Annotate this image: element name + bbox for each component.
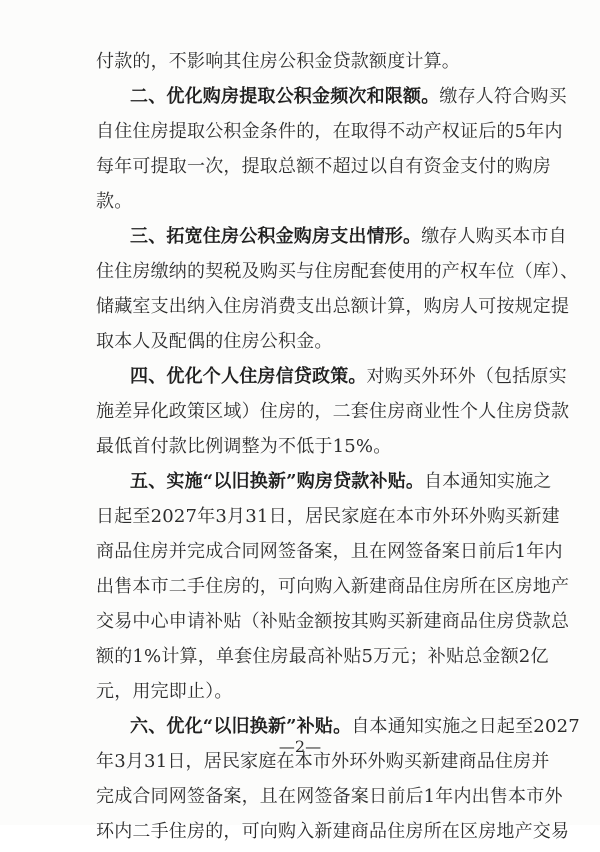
body-text: 储藏室支出纳入住房消费支出总额计算，购房人可按规定提 <box>96 296 570 317</box>
body-text: 环内二手住房的，可向购入新建商品住房所在区房地产交易 <box>96 821 570 842</box>
body-text: 自本通知实施之日起至2027 <box>351 716 580 737</box>
body-text: 商品住房并完成合同网签备案，且在网签备案日前后1年内 <box>96 541 563 562</box>
body-text: 款。 <box>96 191 133 212</box>
text-line <box>96 637 549 677</box>
text-line <box>96 182 506 222</box>
body-text: 取本人及配偶的住房公积金。 <box>96 331 333 352</box>
body-text: 自住住房提取公积金条件的，在取得不动产权证后的5年内 <box>96 121 563 142</box>
text-line <box>96 252 579 292</box>
text-line <box>130 357 567 397</box>
body-text: 付款的，不影响其住房公积金贷款额度计算。 <box>96 51 460 72</box>
body-text: 出售本市二手住房的，可向购入新建商品住房所在区房地产 <box>96 576 570 597</box>
text-line <box>96 112 563 152</box>
bold-heading-text: 六、优化“以旧换新”补贴。 <box>130 716 352 737</box>
text-line <box>130 462 552 502</box>
text-line <box>96 147 551 187</box>
bold-heading-text: 四、优化个人住房信贷政策。 <box>130 366 367 387</box>
page-number: —2— <box>278 737 322 756</box>
bold-heading-text: 二、优化购房提取公积金频次和限额。 <box>130 86 440 107</box>
text-line <box>96 777 563 817</box>
text-line <box>96 497 560 537</box>
body-text: 住住房缴纳的契税及购买与住房配套使用的产权车位（库）、 <box>96 261 579 282</box>
body-text: 对购买外环外（包括原实 <box>366 366 567 387</box>
text-line <box>96 672 506 712</box>
body-text: 完成合同网签备案，且在网签备案日前后1年内出售本市外 <box>96 786 563 807</box>
text-line <box>96 567 570 607</box>
body-text: 交易中心申请补贴（补贴金额按其购买新建商品住房贷款总 <box>96 611 570 632</box>
body-text: 年3月31日，居民家庭在本市外环外购买新建商品住房并 <box>96 751 550 772</box>
text-line <box>96 812 570 852</box>
body-text: 自本通知实施之 <box>424 471 552 492</box>
text-line <box>96 427 506 467</box>
text-line <box>96 392 570 432</box>
text-line <box>130 217 567 257</box>
body-text: 元，用完即止）。 <box>96 681 233 702</box>
text-line <box>96 322 506 362</box>
body-text: 额的1%计算，单套住房最高补贴5万元；补贴总金额2亿 <box>96 646 549 667</box>
body-text: 日起至2027年3月31日，居民家庭在本市外环外购买新建 <box>96 506 560 527</box>
bold-heading-text: 三、拓宽住房公积金购房支出情形。 <box>130 226 422 247</box>
text-line <box>96 532 563 572</box>
text-line <box>96 287 570 327</box>
body-text: 最低首付款比例调整为不低于15%。 <box>96 436 392 457</box>
text-line <box>130 77 567 117</box>
bold-heading-text: 五、实施“以旧换新”购房贷款补贴。 <box>130 471 425 492</box>
text-line <box>96 602 570 642</box>
body-text: 缴存人符合购买 <box>439 86 567 107</box>
body-text: 施差异化政策区域）住房的，二套住房商业性个人住房贷款 <box>96 401 570 422</box>
body-text: 每年可提取一次，提取总额不超过以自有资金支付的购房 <box>96 156 551 177</box>
text-line <box>96 42 506 82</box>
body-text: 缴存人购买本市自 <box>421 226 567 247</box>
